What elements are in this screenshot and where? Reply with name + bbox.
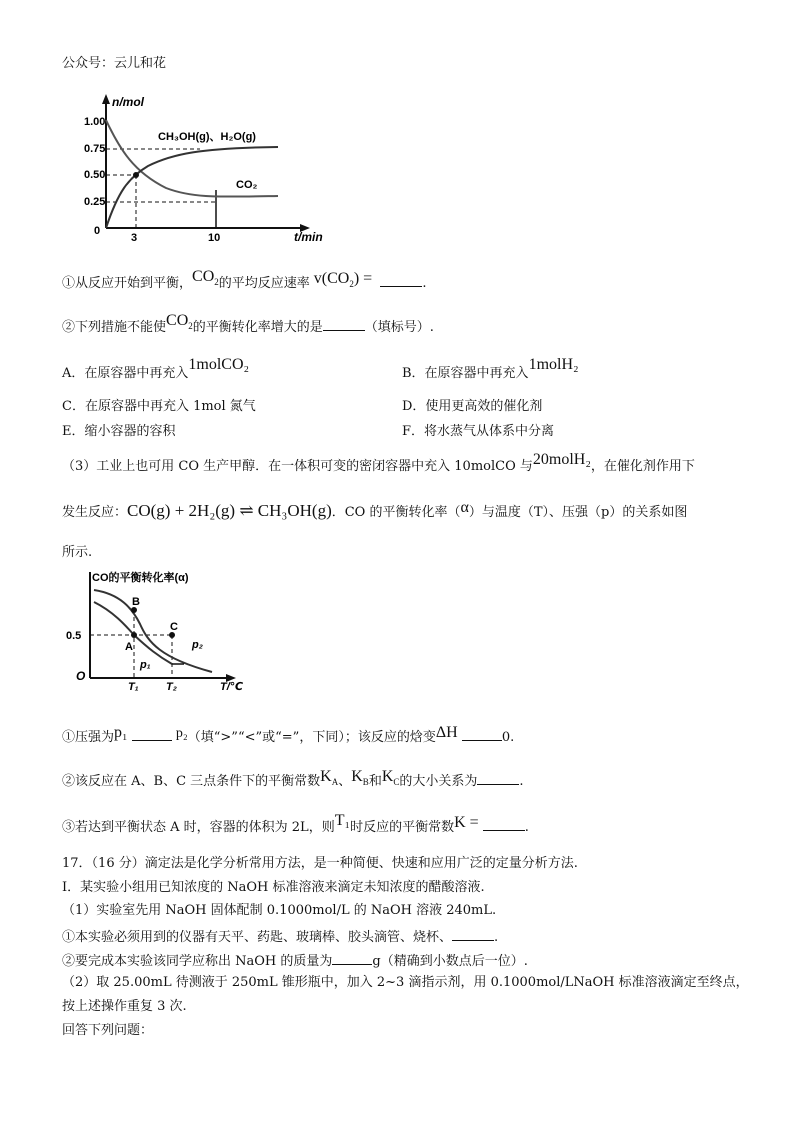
delta-h-symbol: ΔH (435, 724, 458, 741)
instruments-text: ①本实验必须用到的仪器有天平、药匙、玻璃棒、胶头滴管、烧杯、 (62, 930, 453, 945)
answer-blank-pressure[interactable] (132, 727, 172, 741)
question-rate-text-2: 的平均反应速率 (218, 276, 310, 291)
mole-time-graph (84, 92, 358, 244)
rate-expression: $v(CO_2)$ = (313, 270, 373, 290)
option-c: C．在原容器中再充入 1mol 氮气 (62, 399, 256, 414)
instruments-end: . (494, 930, 499, 945)
origin-label: 0 (94, 225, 101, 237)
x-tick-label: T₁ (128, 681, 139, 693)
curve-p2-label: p₂ (192, 639, 203, 651)
point-b-label: B (132, 596, 140, 608)
q17-part-i: Ⅰ．某实验小组用已知浓度的 NaOH 标准溶液来滴定未知浓度的醋酸溶液. (62, 880, 485, 895)
option-a-text: A．在原容器中再充入 (62, 366, 189, 381)
point-a-label: A (125, 641, 133, 653)
y-axis-arrow (102, 94, 110, 104)
y-axis-label: n/mol (112, 95, 144, 109)
co2-curve-label: CO₂ (236, 179, 258, 191)
part3-text: （3）工业上也可用 CO 生产甲醇．在一体积可变的密闭容器中充入 10molCO 与 (62, 459, 533, 474)
option-b-text: B．在原容器中再充入 (402, 366, 529, 381)
option-a-formula: 1molCO₂ (188, 356, 250, 373)
answer-blank-k[interactable] (483, 817, 525, 831)
answer-blank-rate[interactable] (380, 273, 422, 287)
q17-prompt: 回答下列问题： (62, 1023, 154, 1038)
curve-p1-label: p₁ (140, 659, 151, 671)
sub-q1-text: ①压强为 (62, 730, 115, 745)
sub-q3-end: . (524, 820, 529, 835)
y-tick-label: 0.25 (84, 196, 106, 208)
conversion-temperature-graph (62, 568, 252, 693)
question-measures-text: ②下列措施不能使 (62, 320, 167, 335)
option-f: F．将水蒸气从体系中分离 (402, 424, 555, 439)
y-tick-label: 0.75 (84, 143, 106, 155)
products-curve-label: CH₃OH(g)、H₂O(g) (158, 131, 256, 143)
sub-question-constants (62, 770, 524, 797)
origin-label: O (76, 669, 86, 683)
part3-line2-text-2: ．CO 的平衡转化率（ (331, 505, 461, 520)
sub-question-k-value (62, 812, 529, 839)
question-rate (62, 268, 427, 299)
mass-end: g（精确到小数点后一位）. (372, 954, 528, 969)
q17-instruments (62, 927, 498, 946)
reaction-equation: CO(g) + 2H₂(g) ⇌ CH₃OH(g) (127, 501, 332, 520)
k-c-symbol: $K_C$ (381, 768, 400, 788)
sub-q3-text: ③若达到平衡状态 A 时，容器的体积为 2L，则 (62, 820, 335, 835)
part3-line1 (62, 451, 695, 478)
question-measures (62, 312, 434, 343)
answer-blank-measures[interactable] (323, 317, 365, 331)
intersection-point (133, 172, 139, 178)
curve-p1 (94, 590, 212, 672)
x-tick-label: T₂ (166, 681, 177, 693)
question-rate-text: ①从反应开始到平衡， (62, 276, 193, 291)
answer-blank-enthalpy[interactable] (462, 727, 502, 741)
chart2-title: CO的平衡转化率(α) (92, 572, 189, 584)
part3-line3: 所示. (62, 545, 93, 560)
k-a-symbol: $K_A$ (320, 768, 339, 788)
mass-text: ②要完成本实验该同学应称出 NaOH 的质量为 (62, 954, 333, 969)
q17-step1: （1）实验室先用 NaOH 固体配制 0.1000mol/L 的 NaOH 溶液 240mL. (62, 903, 497, 918)
option-d: D．使用更高效的催化剂 (402, 399, 543, 414)
separator: 、 (338, 774, 352, 789)
t1-symbol: T₁ (334, 812, 351, 829)
x-axis-label: t/min (294, 230, 323, 244)
part3-line2-text: 发生反应： (62, 505, 128, 520)
sub-q1-text-2: （填“>”“<”或“=”，下同）；该反应的焓变 (187, 730, 436, 745)
q17-intro: 17．（16 分）滴定法是化学分析常用方法，是一种简便、快速和应用广泛的定量分析方法. (62, 856, 578, 871)
h2-amount: 20molH₂ (532, 451, 591, 468)
option-b-formula: 1molH₂ (528, 356, 579, 373)
question-rate-end: . (422, 276, 427, 291)
sub-q2-end: . (519, 774, 524, 789)
x-axis-label: T/℃ (220, 681, 244, 693)
part3-line2 (62, 500, 687, 524)
sub-q2-text: ②该反应在 A、B、C 三点条件下的平衡常数 (62, 774, 321, 789)
and-word: 和 (368, 774, 382, 789)
page-header: 公众号：云儿和花 (62, 56, 167, 71)
option-e: E．缩小容器的容积 (62, 424, 176, 439)
y-tick-label: 0.5 (66, 630, 82, 642)
sub-q1-end: 0. (501, 730, 515, 745)
y-tick-label: 1.00 (84, 116, 106, 128)
y-tick-label: 0.50 (84, 169, 106, 181)
x-tick-label: 10 (208, 232, 221, 244)
sub-q2-text-2: 的大小关系为 (399, 774, 478, 789)
point-c-label: C (170, 621, 178, 633)
k-symbol: K = (454, 814, 479, 831)
answer-blank-mass[interactable] (332, 951, 372, 965)
k-b-symbol: $K_B$ (351, 768, 369, 788)
p1-symbol: p₁ (114, 724, 128, 741)
co2-formula: $CO_2$ (166, 312, 193, 332)
sub-question-pressure (62, 726, 514, 749)
q17-step2: （2）取 25.00mL 待测液于 250mL 锥形瓶中，加入 2~3 滴指示剂，用 0.1000mol/LNaOH 标准溶液滴定至终点， (62, 975, 749, 990)
option-a (62, 356, 250, 385)
question-measures-text-2: 的平衡转化率增大的是 (192, 320, 323, 335)
q17-mass (62, 951, 528, 970)
q17-repeat: 按上述操作重复 3 次. (62, 999, 187, 1014)
part3-text-2: ，在催化剂作用下 (590, 459, 695, 474)
question-measures-end: （填标号）. (364, 320, 434, 335)
option-b (402, 356, 579, 385)
point-a (131, 632, 137, 638)
part3-line2-text-3: ）与温度（T）、压强（p）的关系如图 (468, 505, 688, 520)
x-tick-label: 3 (131, 232, 138, 244)
alpha-symbol: α (460, 499, 469, 516)
p2-symbol: p₂ (175, 726, 188, 741)
co2-formula: $CO_2$ (192, 268, 219, 288)
answer-blank-instruments[interactable] (452, 927, 494, 941)
answer-blank-constants[interactable] (477, 771, 519, 785)
sub-q3-text-2: 时反应的平衡常数 (350, 820, 455, 835)
